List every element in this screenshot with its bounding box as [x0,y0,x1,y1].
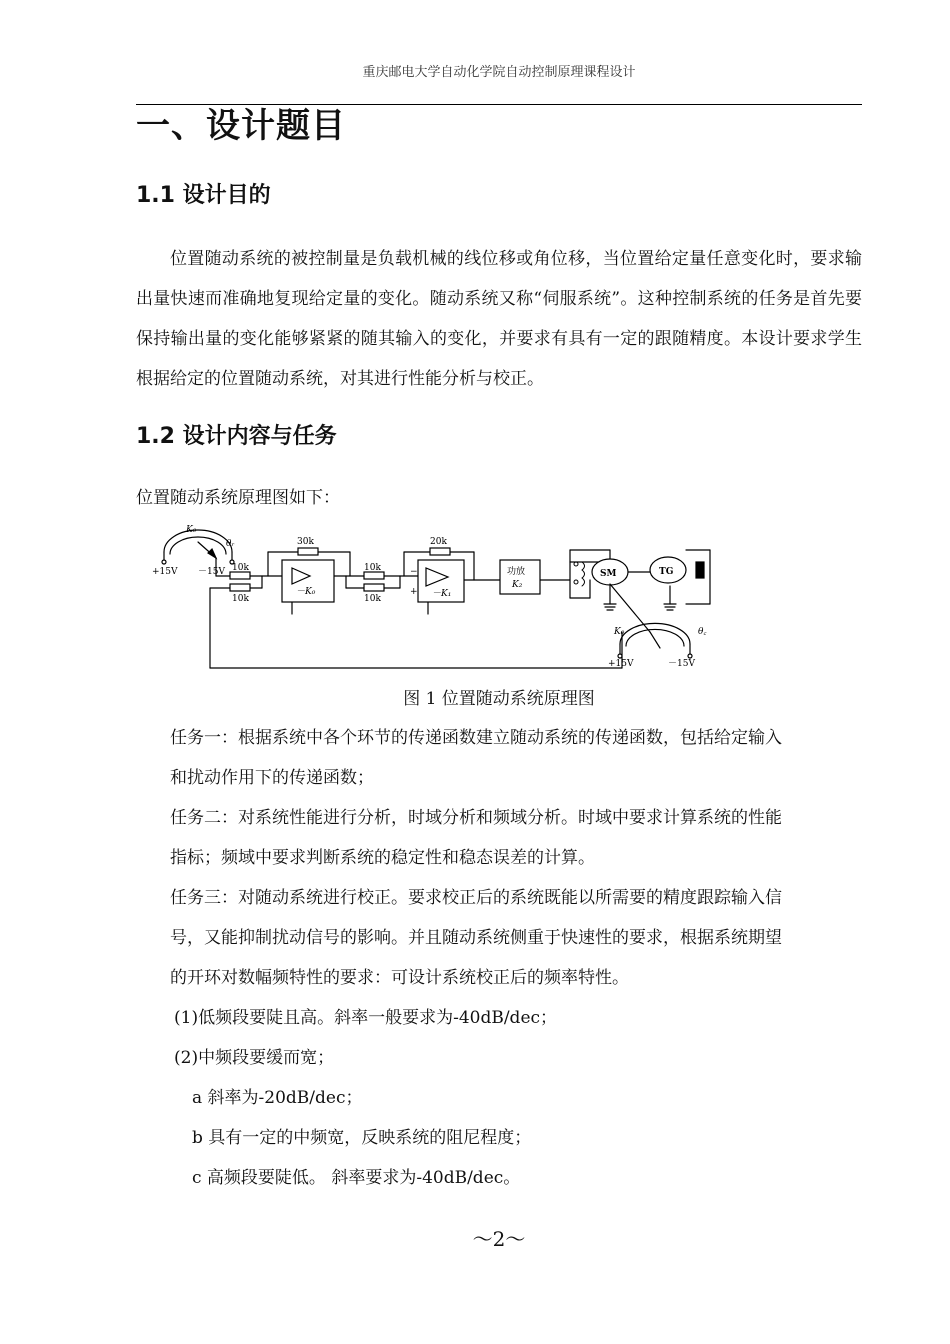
page-number: ～2～ [472,1227,526,1251]
opamp2-plus-sign: + [410,587,418,597]
r-fb1-label: 30k [297,537,314,547]
section-1-2-title: 1.2 设计内容与任务 [136,424,337,449]
input-potentiometer [162,530,234,564]
task3-line3: 的开环对数幅频特性的要求：可设计系统校正后的频率特性。 [170,968,629,988]
input-resistors [230,572,250,591]
task1-line1: 任务一：根据系统中各个环节的传递函数建立随动系统的传递函数，包括给定输入 [170,728,782,748]
minus15-right-label: －15V [668,659,695,669]
theta-c-label: θ꜀ [698,627,707,637]
r-in1-label: 10k [232,563,249,573]
task3-line2: 号，又能抑制扰动信号的影响。并且随动系统侧重于快速性的要求，根据系统期望 [170,928,782,948]
section-1-1-paragraph: 位置随动系统的被控制量是负载机械的线位移或角位移，当位置给定量任意变化时，要求输出量快速而准确地复现给定量的变化。随动系统又称“伺服系统”。这种控制系统的任务是首先要保持输出量的变化能够紧紧的随其输入的变化，并要求有具有一定的跟随精度。本设计要求学生根据给定的位置随动系统，对其进行性能分析与校正。 [136,249,862,389]
tacho-label: TG [659,567,674,577]
motor-label: SM [600,569,617,579]
opamp2-minus-sign: − [410,567,418,577]
feedback-resistor-2 [430,548,450,555]
plus15-right-label: +15V [608,659,634,669]
figure-caption: 图 1 位置随动系统原理图 [403,689,595,709]
diagram-intro: 位置随动系统原理图如下： [136,488,340,508]
amp-label: 功放 [507,567,526,577]
feedback-resistor-1 [298,548,318,555]
list-item-2: (2)中频段要缓而宽； [174,1048,335,1068]
plus15-left-label: +15V [152,567,178,577]
r-in2-label: 10k [232,594,249,604]
servo-system-diagram [150,520,720,672]
theta-r-label: θᵣ [226,539,235,549]
k0-bottom-label: K₀ [614,627,625,637]
k0-top-label: K₀ [186,525,197,535]
task1-line2: 和扰动作用下的传递函数； [170,768,374,788]
mid-resistors [364,572,384,591]
list-item-2a: a 斜率为-20dB/dec； [192,1088,363,1108]
gain2-label: －K₁ [432,589,452,599]
field-winding [574,562,585,586]
task2-line1: 任务二：对系统性能进行分析，时域分析和频域分析。时域中要求计算系统的性能 [170,808,782,828]
gain1-label: －K₀ [296,587,316,597]
task2-line2: 指标；频域中要求判断系统的稳定性和稳态误差的计算。 [170,848,595,868]
minus15-left-label: －15V [198,567,225,577]
r-fb2-label: 20k [430,537,447,547]
list-item-1: (1)低频段要陡且高。斜率一般要求为-40dB/dec； [174,1008,558,1028]
chapter-title: 一、设计题目 [136,106,346,146]
task3-line1: 任务三：对随动系统进行校正。要求校正后的系统既能以所需要的精度跟踪输入信 [170,888,782,908]
section-1-1-title: 1.1 设计目的 [136,183,271,208]
list-item-2b: b 具有一定的中频宽，反映系统的阻尼程度； [192,1128,532,1148]
header-rule [136,104,862,105]
page-header: 重庆邮电大学自动化学院自动控制原理课程设计 [362,65,636,80]
list-item-2c: c 高频段要陡低。 斜率要求为-40dB/dec。 [192,1168,521,1188]
r-mid2-label: 10k [364,594,381,604]
amp-gain-label: K₂ [512,580,523,590]
r-mid1-label: 10k [364,563,381,573]
